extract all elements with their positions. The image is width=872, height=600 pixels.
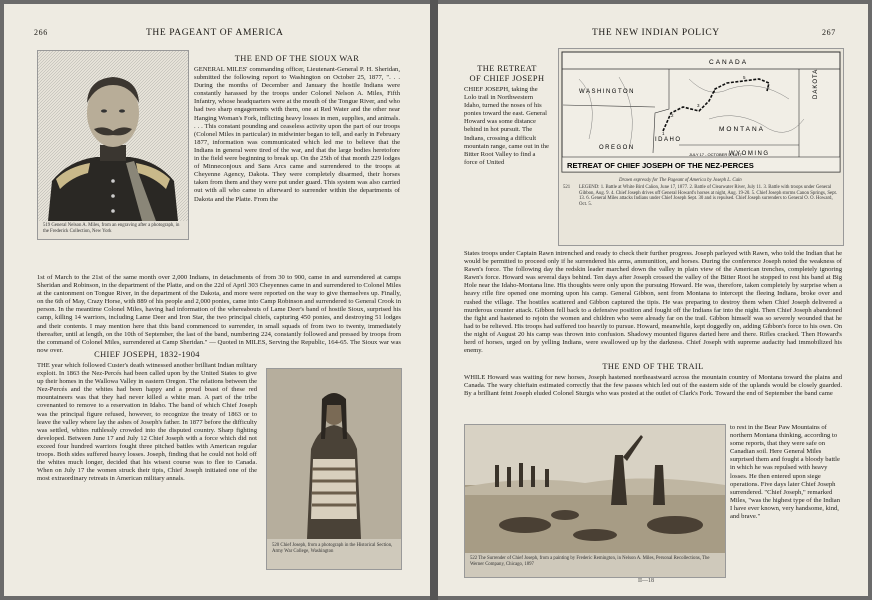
svg-text:1: 1 xyxy=(662,131,665,136)
left-running-title: THE PAGEANT OF AMERICA xyxy=(146,28,284,38)
sioux-war-paragraph-narrow: GENERAL MILES' commanding officer, Lieutenant-General P. H. Sheridan, submitted the following report to Washington on October 25, 1877, ". . . During the months of December and January the hostile Indians were constantly harassed by the troops under Colonel Nelson A. Miles, Fifth Infantry, whose headquarters were at the mouth of the Tongue River, and who had two sharp engagements with them, one at Red Water and the other near Hanging Woman's Fork, inflicting heavy losses in men, supplies, and animals. . . . This constant pounding and ceaseless activity upon the part of our troops (Colonel Miles in particular) in midwinter began to tell, and early in February 1877, information was communicated which led me to believe that the Indians in general were tired of the war, and that the large bodies heretofore in the field were beginning to break up. On the 25th of that month 229 lodges of Minneconjoux and Sans Arcs came and surrendered to the troops at Cheyenne Agency, Dakota. They were completely disarmed, their horses taken from them and they were put under guard. This system was also carried out with all who came in afterward to surrender within the departments of Dakota and the Platte. From the xyxy=(194,66,401,203)
sioux-war-heading: THE END OF THE SIOUX WAR xyxy=(234,54,360,63)
signature-mark: II—18 xyxy=(638,578,654,584)
surrender-painting-image xyxy=(465,425,725,553)
map-label-oregon: OREGON xyxy=(599,145,635,151)
right-page-number: 267 xyxy=(822,28,836,37)
map-title: RETREAT OF CHIEF JOSEPH OF THE NEZ-PERCES xyxy=(567,161,754,170)
chief-joseph-photo xyxy=(266,368,402,570)
chief-joseph-heading: CHIEF JOSEPH, 1832-1904 xyxy=(94,350,200,359)
svg-text:5: 5 xyxy=(743,75,746,80)
end-of-trail-paragraph-narrow: to rest in the Bear Paw Mountains of northern Montana thinking, according to some reports, that they were safe on Canadian soil. Here General Miles surprised them and fought a bloody battle in which he was repulsed with heavy losses. He then entered upon siege operations. Five days later Chief Joseph surrendered. "Chief Joseph," remarked Miles, "was the highest type of the Indian I have ever known, very handsome, kind, and brave." xyxy=(730,424,841,521)
miles-portrait xyxy=(37,50,189,240)
map-dates: JULY 17 - OCTOBER 5, 1877 xyxy=(689,152,742,157)
map-label-canada: CANADA xyxy=(709,59,749,66)
right-page xyxy=(438,4,868,596)
map-label-dakota: DAKOTA xyxy=(813,68,819,99)
map-plate-number: 521 xyxy=(563,185,571,190)
retreat-map-drawing xyxy=(559,49,843,175)
map-legend: LEGEND: 1. Battle at White Bird Cañon, June 17, 1877. 2. Battle of Clearwater River, July 11. 3. Battle with troops under General Gibbon, Aug. 9. 4. Chief Joseph drives off General Howard's horses at night, Aug. 19-20. 5. Chief Joseph storms Canon Springs, Sept. 13. 6. General Miles attacks Indians under Chief Joseph Sept. 30 and is repulsed. Chief Joseph surrenders to General O. O. Howard, Oct. 5. xyxy=(579,185,838,207)
retreat-map xyxy=(558,48,844,246)
svg-text:4: 4 xyxy=(713,89,716,94)
book-gutter xyxy=(430,0,438,600)
surrender-painting-caption: 522 The Surrender of Chief Joseph, from a painting by Frederic Remington, in Nelson A. Miles, Personal Recollections, The Werner Company, Chicago, 1897 xyxy=(470,556,710,567)
retreat-paragraph-full: States troops under Captain Rawn intrenched and ready to check their further progress. Joseph parleyed with Rawn, who told the Indian that he would be permitted to proceed only if he surrendered his arms, ammunition, and horses. During the conference Joseph noted the weakness of Rawn's force. The following day the redskin leader marched down the valley in plain view of the American trenches, completely ignoring Rawn's force. Howard was several days behind. Ten days after Joseph crossed the valley of the Bitter Root he stopped to rest his band at Big Hole near the Idaho-Montana line. His thoughts were only upon the pursuing Howard. He was, therefore, taken completely by surprise when a heavy rifle fire opened one morning upon his camp. General Gibbon, sent from Montana to intercept the fleeing Indians, broke over and rushed the village. The hostiles scattered and Gibbon captured the tipis. He was preparing to destroy them when Chief Joseph delivered a murderous counter attack. Gibbon fell back to a defensive position and fought off the Indians far into the night. Then Chief Joseph abandoned the fight and hastened to rejoin the women and children who were already far on the trail. Gibbon himself was so severely wounded that he had to be relieved. His troops had suffered too heavily to pursue. Howard, meanwhile, kept doggedly on, adding Gibbon's force to his own. On the night of August 20 his camp was thrown into confusion. Shadowy mounted figures darted here and there. Rifles cracked. Then Howard's herd of horses, urged on by yelling Indians, were swallowed up by the darkness. Chief Joseph with supreme audacity had immobilized his enemy. xyxy=(464,250,842,355)
retreat-paragraph-narrow: CHIEF JOSEPH, taking the Lolo trail in Northwestern Idaho, turned the noses of his ponies toward the east. General Howard was some distance behind in hot pursuit. The Indians, crossing a difficult mountain range, came out in the Bitter Root Valley to find a force of United xyxy=(464,86,549,166)
retreat-heading-line-1: THE RETREAT xyxy=(477,64,537,73)
miles-portrait-engraving xyxy=(38,51,188,221)
left-page-number: 266 xyxy=(34,28,48,37)
miles-portrait-caption: 519 General Nelson A. Miles, from an engraving after a photograph, in the Frederick Collection, New York xyxy=(43,223,180,234)
end-of-trail-heading: THE END OF THE TRAIL xyxy=(602,362,704,371)
end-of-trail-paragraph-full: WHILE Howard was waiting for new horses, Joseph hastened northeastward across the mountain country of Montana toward the plains and Canada. The wary chieftain estimated correctly that the few passes which led out of the eastern side of the uplands would be closely guarded. By a brilliant feint Joseph eluded Colonel Sturgis who was posted at the outlet of Clark's Fork. Toward the end of September the band came xyxy=(464,374,842,398)
right-running-title: THE NEW INDIAN POLICY xyxy=(592,28,720,38)
chief-joseph-photo-caption: 520 Chief Joseph, from a photograph in the Historical Section, Army War College, Washington xyxy=(272,543,393,554)
map-label-wyoming: WYOMING xyxy=(729,151,770,157)
map-label-montana: MONTANA xyxy=(719,126,766,133)
left-page xyxy=(4,4,430,596)
retreat-heading xyxy=(464,64,550,84)
chief-joseph-photograph xyxy=(267,369,401,539)
svg-text:3: 3 xyxy=(697,103,700,108)
map-label-idaho: IDAHO xyxy=(655,137,682,143)
retreat-heading-line-2: OF CHIEF JOSEPH xyxy=(469,74,545,83)
map-label-washington: WASHINGTON xyxy=(579,89,636,95)
surrender-painting xyxy=(464,424,726,578)
svg-text:6: 6 xyxy=(767,85,770,90)
svg-text:2: 2 xyxy=(671,113,674,118)
left-running-head xyxy=(34,28,404,38)
chief-joseph-paragraph: THE year which followed Custer's death witnessed another brilliant Indian military exploit. In 1863 the Nez-Percés had been called upon by the United States to give up their homes in the Wallowa Valley in eastern Oregon. The relations between the Nez-Percés and the whites had been happy and a proud boast of these red mountaineers was that they had never killed a white man. A part of the tribe covenanted to remove to a reservation in Idaho. The band of which Chief Joseph was the principal figure refused, however, to recognize the treaty of 1863 or to leave the valley where lay the ashes of Joseph's father. In 1877 before the difficulty was settled, whites ruthlessly crowded into the disputed country. Sharp fighting developed. Between June 17 and July 12 Chief Joseph with a force which did not exceed four hundred warriors fought three pitched battles with American regular troops. Both sides suffered heavy losses. Joseph, finding that he could not hold off the whites much longer, decided that his wisest course was to flee to Canada. When on July 17 the women struck their tipis, Chief Joseph initiated one of the most extraordinary retreats in American military annals. xyxy=(37,362,257,483)
sioux-war-paragraph-full: 1st of March to the 21st of the same month over 2,000 Indians, in detachments of from 30 to 900, came in and surrendered at camps Sheridan and Robinson, in the department of the Platte, and on the 22d of April 303 Cheyennes came in and surrendered to Colonel Miles at the cantonment on Tongue River, in the department of the Dakota, and more were reported on the way to give themselves up. Finally, on the 6th of May, Crazy Horse, with 889 of his people and 2,000 ponies, came into Camp Robinson and surrendered to General Crook in person. In the meantime Colonel Miles, having had information of the whereabouts of Lame Deer's band of hostile Sioux, surprised his camp, killing 14 warriors, including Lame Deer and Iron Star, the two principal chiefs, capturing 450 ponies, and destroying 51 lodges and their contents. I may mention here that this band commenced to surrender, in small squads of from two to twenty, immediately thereafter, until at length, on the 10th of September, the last of the band, numbering 224, constantly followed and pressed by troops from the command of Colonel Miles, surrendered at Camp Sheridan." — Quoted in MILES, Serving the Republic, 164-65. The Sioux war was now over. xyxy=(37,274,401,354)
map-credit: Drawn expressly for The Pageant of America by Joseph L. Cain xyxy=(619,178,742,183)
